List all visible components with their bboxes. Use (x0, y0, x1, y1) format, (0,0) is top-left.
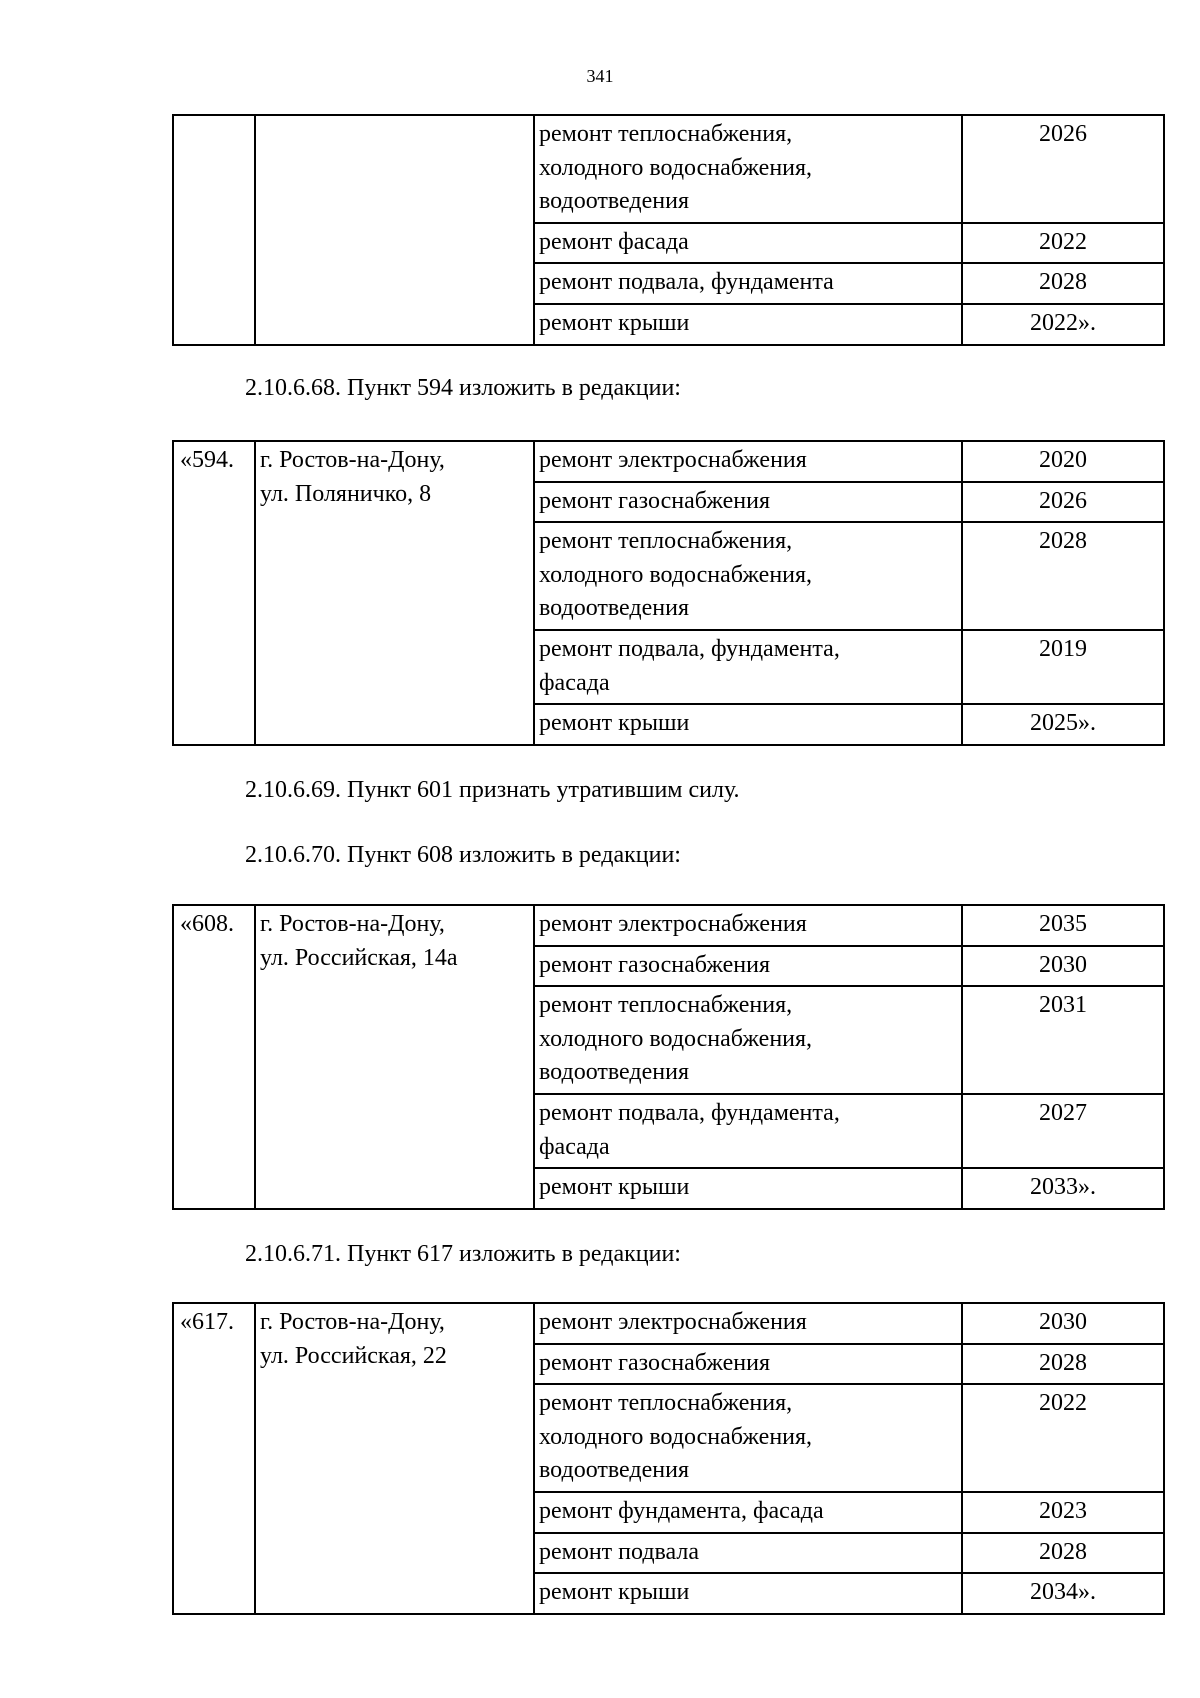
year-value: 2026 (1039, 121, 1087, 147)
address-line: г. Ростов-на-Дону, (260, 911, 445, 937)
work-type-cell (534, 905, 962, 946)
work-type-line: ремонт электроснабжения (539, 911, 807, 937)
work-type-line: ремонт теплоснабжения, (539, 992, 793, 1019)
repair-table (172, 114, 1165, 346)
year-cell (962, 522, 1164, 630)
year-value: 2035 (1039, 911, 1087, 937)
year-cell (962, 1492, 1164, 1533)
work-type-line: ремонт фундамента, фасада (539, 1497, 824, 1524)
table-row (173, 115, 1164, 223)
year-value: 2031 (1039, 992, 1087, 1019)
year-value: 2034». (1030, 1579, 1096, 1606)
work-type-cell (534, 522, 962, 630)
work-type-line: ремонт газоснабжения (539, 487, 771, 514)
year-value: 2033». (1030, 1174, 1096, 1201)
paragraph-2-10-6-70: 2.10.6.70. Пункт 608 изложить в редакции: (245, 842, 681, 868)
address-cell (255, 1303, 534, 1614)
work-type-cell (534, 1573, 962, 1614)
work-type-cell (534, 1094, 962, 1168)
work-type-line: фасада (539, 1133, 610, 1160)
work-type-line: водоотведения (539, 1059, 689, 1086)
work-type-cell (534, 482, 962, 523)
work-type-cell (534, 115, 962, 223)
year-value: 2019 (1039, 635, 1087, 662)
work-type-line: ремонт газоснабжения (539, 1349, 771, 1376)
year-cell (962, 946, 1164, 987)
item-number-cell (173, 115, 255, 345)
year-value: 2028 (1039, 1538, 1087, 1565)
year-value: 2028 (1039, 269, 1087, 296)
year-cell (962, 1573, 1164, 1614)
work-type-cell (534, 1492, 962, 1533)
table-row (173, 1303, 1164, 1344)
year-value: 2027 (1039, 1099, 1087, 1126)
work-type-line: ремонт крыши (539, 710, 690, 737)
table-row (173, 441, 1164, 482)
work-type-cell (534, 1344, 962, 1385)
repair-table-item-608 (172, 904, 1165, 1210)
work-type-cell (534, 630, 962, 704)
year-cell (962, 1303, 1164, 1344)
year-cell (962, 986, 1164, 1094)
year-cell (962, 223, 1164, 264)
work-type-line: ремонт подвала (539, 1538, 700, 1565)
work-type-line: фасада (539, 669, 610, 696)
year-value: 2026 (1039, 487, 1087, 514)
year-value: 2022 (1039, 228, 1087, 255)
paragraph-2-10-6-68: 2.10.6.68. Пункт 594 изложить в редакции: (245, 375, 681, 401)
work-type-cell (534, 223, 962, 264)
work-type-cell (534, 441, 962, 482)
year-value: 2030 (1039, 1309, 1087, 1335)
year-cell (962, 1344, 1164, 1385)
work-type-cell (534, 304, 962, 345)
work-type-line: холодного водоснабжения, (539, 154, 813, 181)
year-cell (962, 905, 1164, 946)
year-cell (962, 1094, 1164, 1168)
year-value: 2028 (1039, 528, 1087, 555)
work-type-line: холодного водоснабжения, (539, 561, 813, 588)
work-type-line: ремонт подвала, фундамента, (539, 1099, 840, 1126)
page-number: 341 (586, 66, 614, 86)
work-type-line: холодного водоснабжения, (539, 1423, 813, 1450)
year-cell (962, 115, 1164, 223)
work-type-line: ремонт крыши (539, 1174, 690, 1201)
work-type-line: ремонт газоснабжения (539, 951, 771, 978)
work-type-cell (534, 1533, 962, 1574)
work-type-line: ремонт теплоснабжения, (539, 121, 793, 147)
item-number-cell (173, 441, 255, 745)
address-line: г. Ростов-на-Дону, (260, 447, 445, 473)
address-line: ул. Поляничко, 8 (260, 480, 432, 507)
address-line: ул. Российская, 14а (260, 944, 458, 971)
address-line: г. Ростов-на-Дону, (260, 1309, 445, 1335)
year-cell (962, 263, 1164, 304)
work-type-line: водоотведения (539, 595, 689, 622)
work-type-line: ремонт подвала, фундамента, (539, 635, 840, 662)
work-type-cell (534, 263, 962, 304)
work-type-line: водоотведения (539, 188, 689, 215)
item-number: «594. (180, 447, 234, 473)
item-number: «617. (180, 1309, 234, 1335)
paragraph-2-10-6-71: 2.10.6.71. Пункт 617 изложить в редакции: (245, 1241, 681, 1267)
year-value: 2023 (1039, 1497, 1087, 1524)
table-row (173, 905, 1164, 946)
work-type-cell (534, 1168, 962, 1209)
work-type-line: водоотведения (539, 1457, 689, 1484)
year-value: 2020 (1039, 447, 1087, 473)
work-type-cell (534, 1303, 962, 1344)
work-type-line: ремонт теплоснабжения, (539, 1390, 793, 1417)
work-type-cell (534, 986, 962, 1094)
address-cell (255, 115, 534, 345)
year-cell (962, 630, 1164, 704)
item-number-cell (173, 905, 255, 1209)
year-cell (962, 482, 1164, 523)
work-type-line: ремонт электроснабжения (539, 447, 807, 473)
item-number-cell (173, 1303, 255, 1614)
work-type-line: ремонт крыши (539, 309, 690, 336)
work-type-cell (534, 1384, 962, 1492)
year-value: 2030 (1039, 951, 1087, 978)
year-cell (962, 1384, 1164, 1492)
work-type-cell (534, 946, 962, 987)
work-type-line: ремонт фасада (539, 228, 689, 255)
work-type-line: холодного водоснабжения, (539, 1025, 813, 1052)
year-cell (962, 441, 1164, 482)
repair-table-item-594 (172, 440, 1165, 746)
year-cell (962, 1533, 1164, 1574)
year-value: 2022». (1030, 309, 1096, 336)
year-value: 2022 (1039, 1390, 1087, 1417)
year-value: 2028 (1039, 1349, 1087, 1376)
work-type-line: ремонт электроснабжения (539, 1309, 807, 1335)
work-type-line: ремонт теплоснабжения, (539, 528, 793, 555)
item-number: «608. (180, 911, 234, 937)
address-line: ул. Российская, 22 (260, 1342, 447, 1369)
work-type-line: ремонт подвала, фундамента (539, 269, 834, 296)
work-type-cell (534, 704, 962, 745)
repair-table-item-617 (172, 1302, 1165, 1615)
year-cell (962, 304, 1164, 345)
address-cell (255, 905, 534, 1209)
address-cell (255, 441, 534, 745)
work-type-line: ремонт крыши (539, 1579, 690, 1606)
year-value: 2025». (1030, 710, 1096, 737)
year-cell (962, 1168, 1164, 1209)
year-cell (962, 704, 1164, 745)
paragraph-2-10-6-69: 2.10.6.69. Пункт 601 признать утратившим силу. (245, 777, 740, 803)
